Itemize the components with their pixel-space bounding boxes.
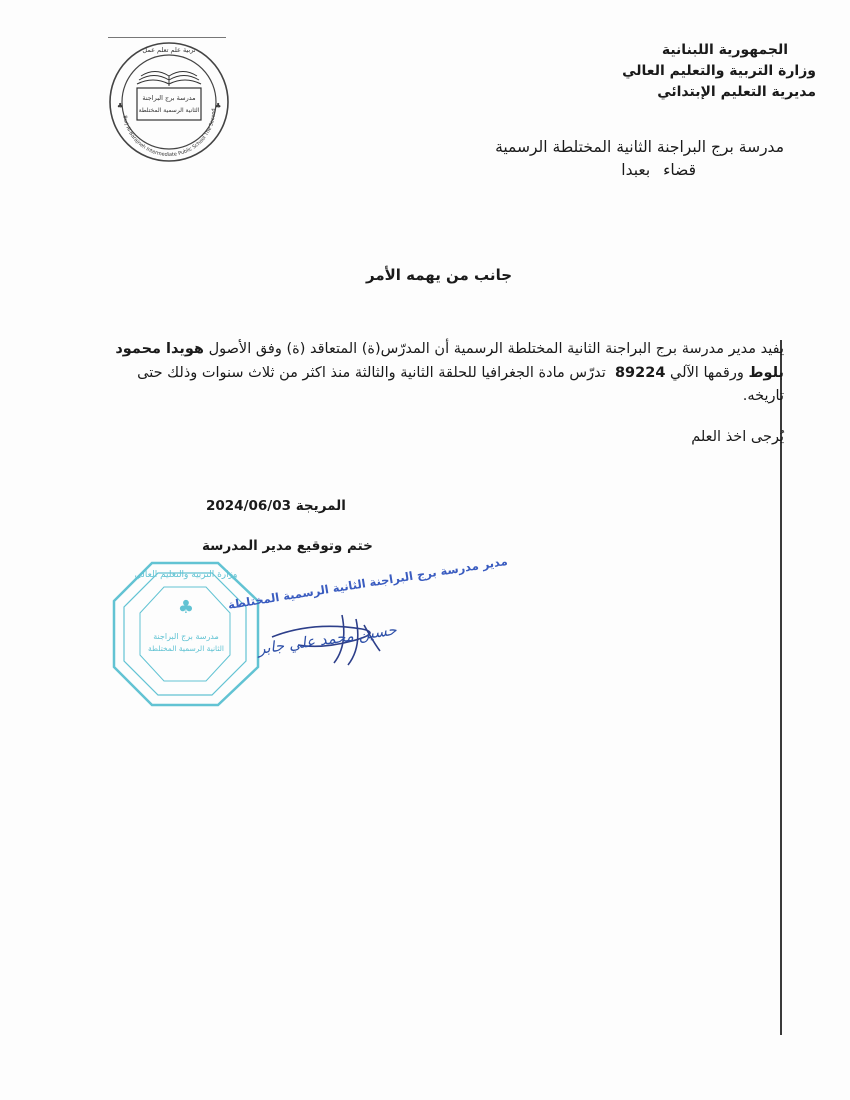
closing-line: يُرجى اخذ العلم: [691, 429, 784, 445]
employee-number: 89224: [614, 364, 666, 381]
letter-body: [94, 338, 784, 409]
stamp-arc-text: مدير مدرسة برج البراجنة الثانية الرسمية المختلطة: [226, 553, 509, 612]
date: 2024/06/03: [206, 498, 292, 514]
body-intro: يفيد مدير مدرسة برج البراجنة الثانية المختلطة الرسمية أن المدرّس(ة) المتعاقد (ة) وفق الأصول: [208, 341, 784, 357]
body-description: تدرّس مادة الجغرافيا للحلقة الثانية والثالثة منذ اكثر من ثلاث سنوات وذلك حتى تاريخه.: [137, 364, 784, 404]
signatory-name: حسين محمد علي جابر: [256, 620, 398, 658]
logo-frame: [137, 88, 201, 120]
teacher-name: هويدا محمود بلوط: [115, 341, 784, 381]
number-label: ورقمها الآلي: [670, 364, 744, 381]
top-divider: [108, 37, 226, 38]
cedar-icon: ♣: [177, 597, 195, 618]
seal-inner-text-2: الثانية الرسمية المختلطة: [148, 644, 224, 653]
place-date: [206, 498, 346, 514]
place: المريجة: [295, 498, 346, 514]
school-district: قضاء بعبدا: [621, 161, 696, 179]
logo-ring-text: Burj Al-Barajneh Intermediate Public School The Second: [121, 108, 218, 159]
school-info: [495, 136, 784, 182]
seal-inner-text-1: مدرسة برج البراجنة: [153, 632, 219, 641]
header-directorate: مديرية التعليم الإبتدائي: [657, 84, 816, 100]
header-republic: الجمهورية اللبنانية: [661, 42, 788, 58]
logo-inner-text-2: الثانية الرسمية المختلطة: [138, 107, 200, 114]
letter-title: جانب من يهمه الأمر: [365, 266, 513, 284]
book-icon: [137, 72, 201, 87]
seal-outer-text: وزارة التربية والتعليم العالي: [134, 570, 238, 580]
cedar-icon-left: ♣: [117, 102, 124, 110]
logo-inner-text-1: مدرسة برج البراجنة: [142, 94, 196, 102]
school-logo: [107, 40, 231, 164]
stamp-label: ختم وتوقيع مدير المدرسة: [202, 538, 373, 554]
cedar-icon-right: ♣: [215, 102, 222, 110]
header-ministry: وزارة التربية والتعليم العالي: [622, 63, 816, 79]
ministry-header: [622, 40, 816, 103]
school-name: مدرسة برج البراجنة الثانية المختلطة الرسمية: [495, 138, 784, 156]
logo-top-text: تربية علم تعلم عمل: [142, 46, 196, 54]
